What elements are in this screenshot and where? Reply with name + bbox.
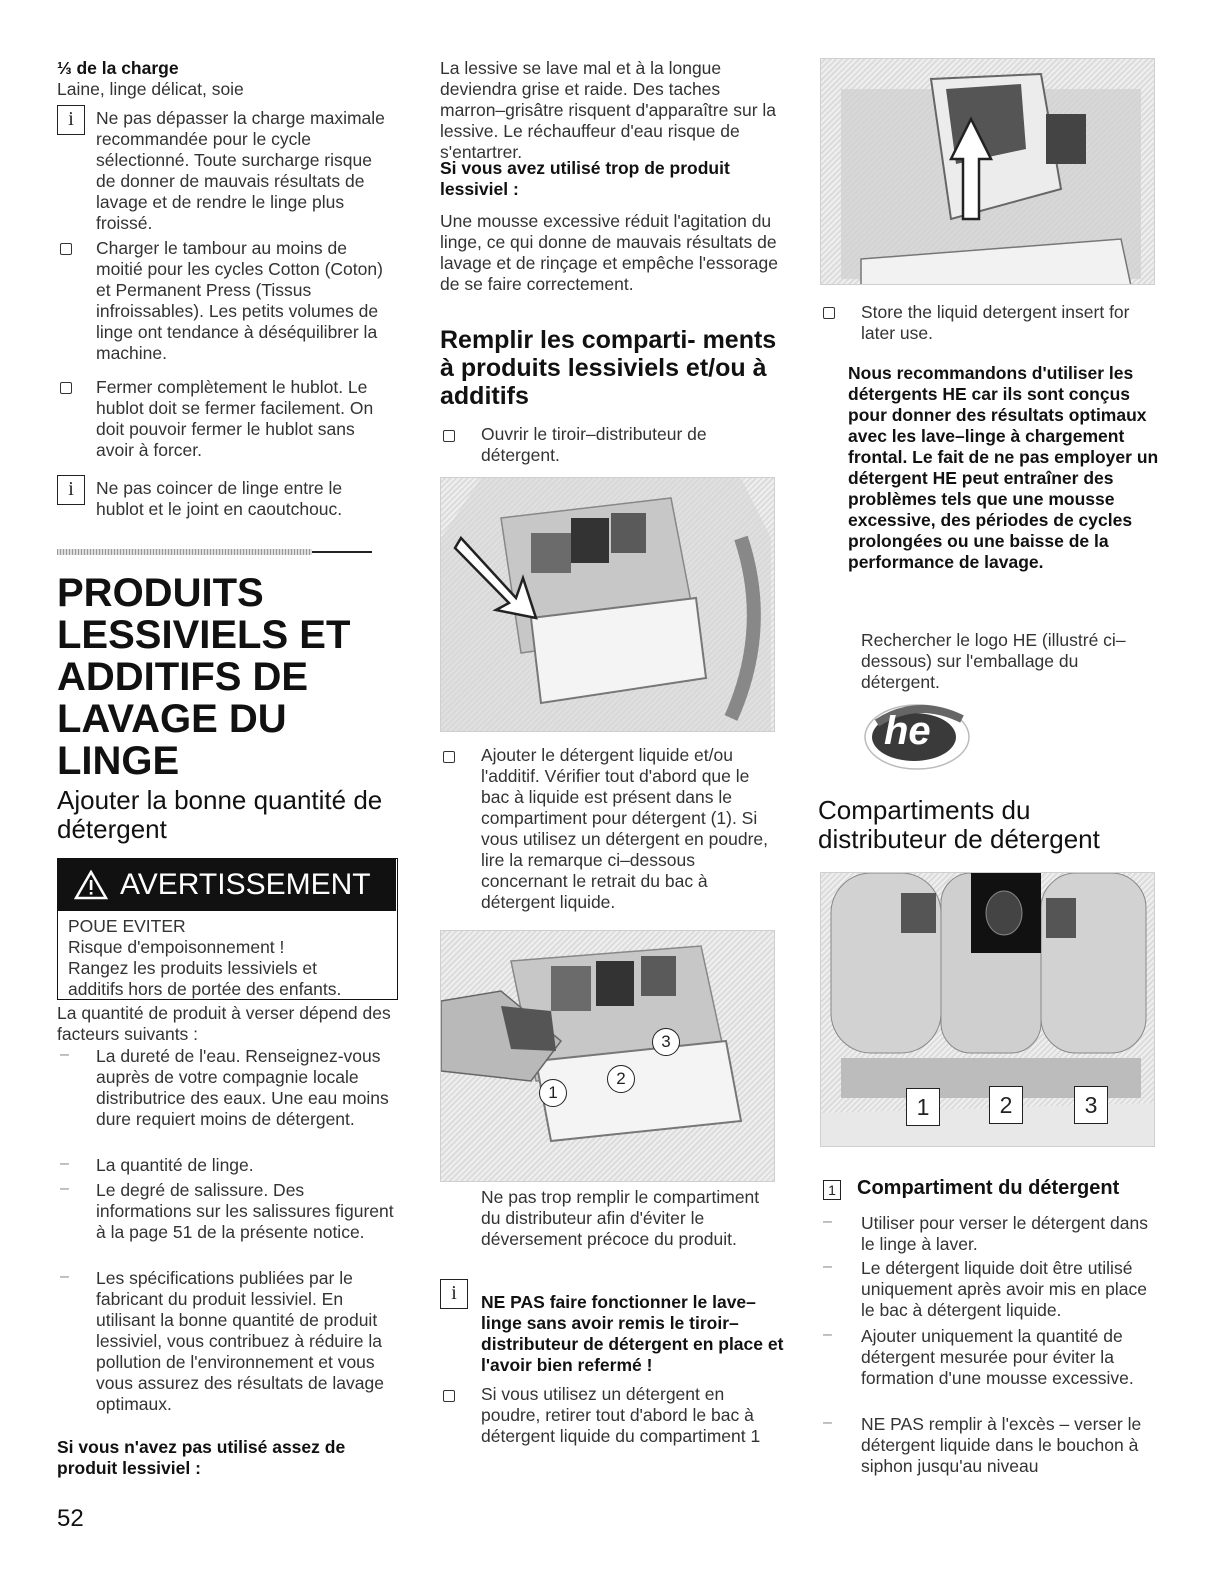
checkbox-bullet-icon [443, 430, 455, 442]
info-do-not-operate: NE PAS faire fonctionner le lave–linge sans avoir remis le tiroir–distributeur de détergent en place et l'avoir bien refermé ! [481, 1292, 784, 1375]
he-recommendation: Nous recommandons d'utiliser les détergents HE car ils sont conçus pour donner des résultats optimaux avec les lave–linge à chargement frontal. Le fait de ne pas employer un détergent HE peut entraîner des problèmes tels que une mousse excessive, des périodes de cycles prolongées ou une baisse de la performance de lavage. [848, 363, 1159, 572]
section-title-fill: Remplir les comparti- ments à produits lessiviels et/ou à additifs [440, 326, 777, 410]
factor-laundry-amount: La quantité de linge. [96, 1155, 254, 1175]
callout-1: 1 [539, 1079, 567, 1107]
he-logo [862, 695, 982, 773]
note-overfill: Ne pas trop remplir le compartiment du distributeur afin d'éviter le déversement précoce du produit. [481, 1187, 760, 1249]
compartment-heading-num: 1 [823, 1180, 841, 1200]
bullet-store-insert: Store the liquid detergent insert for later use. [861, 302, 1130, 343]
info-overload-text: Ne pas dépasser la charge maximale recommandée pour le cycle sélectionné. Toute surcharge risque de donner de mauvais résultats de lavage et de rendre le linge plus froissé. [96, 108, 385, 233]
info-icon: i [440, 1279, 468, 1309]
load-heading: ⅓ de la charge Laine, linge délicat, soie [57, 58, 244, 99]
bullet-close-door: Fermer complètement le hublot. Le hublot doit se fermer facilement. On doit pouvoir fermer le hublot sans avoir à forcer. [96, 377, 374, 460]
pour-detergent-photo [440, 930, 775, 1182]
checkbox-bullet-icon [823, 307, 835, 319]
factors-intro: La quantité de produit à verser dépend des facteurs suivants : [57, 1003, 391, 1044]
warning-box [57, 858, 398, 1000]
pour-illustration [441, 931, 775, 1182]
info-icon: i [57, 475, 85, 505]
insert-illustration [821, 59, 1155, 285]
callout-2: 2 [607, 1065, 635, 1093]
compartment-label-3: 3 [1074, 1086, 1108, 1124]
drawer-open-photo [440, 477, 775, 732]
bullet-powder: Si vous utilisez un détergent en poudre, retirer tout d'abord le bac à détergent liquide du compartiment 1 [481, 1384, 761, 1446]
main-title: PRODUITS LESSIVIELS ET ADDITIFS DE LAVAGE DU LINGE [57, 571, 351, 783]
not-enough-heading: Si vous n'avez pas utilisé assez de produit lessiviel : [57, 1437, 346, 1478]
too-much-heading: Si vous avez utilisé trop de produit lessiviel : [440, 158, 730, 199]
compartment-label-1: 1 [906, 1088, 940, 1126]
warning-text: POUE EVITER Risque d'empoisonnement ! Rangez les produits lessiviels et additifs hors de portée des enfants. [68, 916, 342, 999]
drawer-illustration [441, 478, 775, 732]
checkbox-bullet-icon [443, 751, 455, 763]
info-door-seal-text: Ne pas coincer de linge entre le hublot et le joint en caoutchouc. [96, 478, 343, 519]
compartments-photo [820, 872, 1155, 1147]
bullet-add-detergent: Ajouter le détergent liquide et/ou l'additif. Vérifier tout d'abord que le bac à liquide est présent dans le compartiment pour détergent (1). Si vous utilisez un détergent en poudre, lire la remarque ci–dessous concernant le retrait du bac à détergent liquide. [481, 745, 768, 912]
compartment-heading: Compartiment du détergent [857, 1177, 1120, 1199]
liquid-insert-photo [820, 58, 1155, 285]
bullet-drum-load: Charger le tambour au moins de moitié pour les cycles Cotton (Coton) et Permanent Press (Tissus infroissables). Les petits volumes de linge ont tendance à déséquilibrer la machine. [96, 238, 383, 363]
search-he-logo: Rechercher le logo HE (illustré ci–dessous) sur l'emballage du détergent. [861, 630, 1126, 692]
factor-soil-level: Le degré de salissure. Des informations sur les salissures figurent à la page 51 de la présente notice. [96, 1180, 394, 1242]
checkbox-bullet-icon [60, 382, 72, 394]
callout-3: 3 [652, 1028, 680, 1056]
section-divider [57, 549, 372, 555]
factor-water-hardness: La dureté de l'eau. Renseignez-vous auprès de votre compagnie locale distributrice des eaux. Une eau moins dure requiert moins de détergent. [96, 1046, 389, 1129]
too-much-text: Une mousse excessive réduit l'agitation du linge, ce qui donne de mauvais résultats de lavage et de rinçage et empêche l'essorage de se faire correctement. [440, 211, 779, 294]
warning-title: AVERTISSEMENT [120, 868, 371, 901]
page-number: 52 [57, 1505, 84, 1532]
compartment-item-1: Utiliser pour verser le détergent dans le linge à laver. [861, 1213, 1148, 1254]
compartment-item-4: NE PAS remplir à l'excès – verser le détergent liquide dans le bouchon à siphon jusqu'au niveau [861, 1414, 1142, 1476]
section-title-compartments: Compartiments du distributeur de détergent [818, 795, 1100, 854]
info-icon: i [57, 105, 85, 135]
he-logo-text: he [884, 709, 931, 753]
checkbox-bullet-icon [60, 243, 72, 255]
bullet-open-drawer: Ouvrir le tiroir–distributeur de détergent. [481, 424, 707, 465]
warning-triangle-icon [74, 870, 108, 900]
compartment-item-2: Le détergent liquide doit être utilisé uniquement après avoir mis en place le bac à détergent liquide. [861, 1258, 1147, 1320]
too-little-result: La lessive se lave mal et à la longue deviendra grise et raide. Des taches marron–grisâtre risquent d'apparaître sur la lessive. Le réchauffeur d'eau risque de s'entartrer. [440, 58, 777, 162]
compartment-label-2: 2 [989, 1086, 1023, 1124]
warning-header [58, 859, 396, 911]
checkbox-bullet-icon [443, 1390, 455, 1402]
factor-manufacturer-spec: Les spécifications publiées par le fabricant du produit lessiviel. En utilisant la bonne quantité de produit lessiviel, vous contribuez à réduire la pollution de l'environnement et vous vous assurez des résultats de lavage optimaux. [96, 1268, 384, 1414]
compartment-item-3: Ajouter uniquement la quantité de détergent mesurée pour éviter la formation d'une mousse excessive. [861, 1326, 1134, 1388]
section-title-amount: Ajouter la bonne quantité de détergent [57, 785, 383, 844]
